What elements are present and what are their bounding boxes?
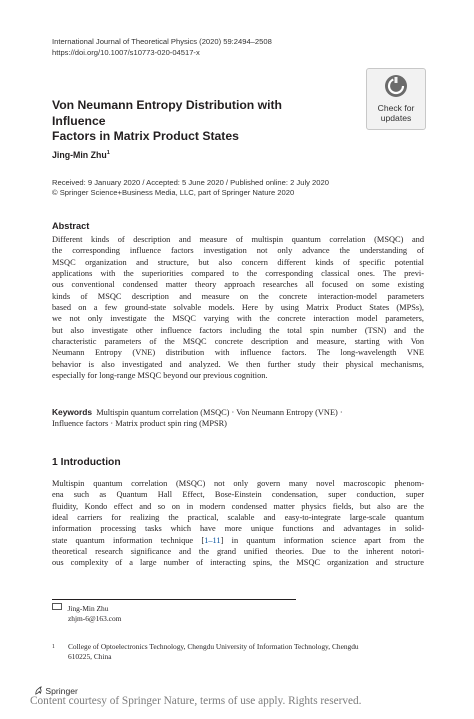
affiliation-line-1: College of Optoelectronics Technology, Chengdu University of Information Technology, Chengdu	[68, 642, 359, 651]
abstract-line: especially for long-range MSQC beyond our previous cognition.	[52, 371, 268, 381]
copyright: © Springer Science+Business Media, LLC, part of Springer Nature 2020	[52, 188, 295, 198]
citation-link[interactable]: 1–11	[204, 535, 221, 545]
doi-link[interactable]: https://doi.org/10.1007/s10773-020-04517-x	[52, 48, 200, 57]
intro-line-with-citation	[52, 535, 424, 546]
abstract-line: we not only investigate the MSQC varying with the concrete interaction model parameters,	[52, 314, 424, 324]
title-line-2: Factors in Matrix Product States	[52, 129, 239, 143]
intro-line: Multispin quantum correlation (MSQC) not only govern many novel macroscopic phenom-	[52, 479, 424, 488]
keywords-line-2: Influence factors · Matrix product spin ring (MPSR)	[52, 419, 227, 429]
journal-citation: International Journal of Theoretical Physics (2020) 59:2494–2508	[52, 37, 272, 46]
abstract-line: the corresponding influence factors investigation not only advance the understanding of	[52, 246, 424, 256]
publication-history	[52, 178, 329, 199]
abstract-line: Different kinds of description and measure of multispin quantum correlation (MSQC) and	[52, 235, 424, 244]
introduction-body	[52, 478, 424, 569]
affiliation-number: 1	[52, 644, 55, 650]
badge-line-2: updates	[380, 113, 412, 123]
springer-horse-icon	[34, 686, 43, 695]
abstract-line: ous conventional condensed matter theory approach researches all focused on some existing	[52, 280, 424, 290]
abstract-line: MSQC organization and structure, but also concern different kinds of specific potential	[52, 257, 424, 267]
contact-name: Jing-Min Zhu	[67, 604, 109, 613]
abstract-line: kinds of MSQC description and measure on the concrete interaction-model parameters	[52, 291, 424, 301]
springer-name: Springer	[45, 686, 78, 696]
envelope-icon	[52, 603, 62, 610]
keywords-label: Keywords	[52, 407, 93, 417]
keywords	[52, 407, 424, 430]
affiliation-line-2: 610225, China	[68, 652, 112, 661]
abstract-heading: Abstract	[52, 221, 90, 231]
check-for-updates-badge[interactable]	[366, 68, 426, 130]
intro-text: state quantum information technique [	[52, 535, 205, 545]
intro-line: ena such as Quantum Hall Effect, Bose-Einstein condensation, super conduction, super	[52, 490, 424, 500]
intro-line: ous complexity of a large number of interacting spins, the MSQC organization and structure	[52, 558, 424, 568]
intro-line: ideal carriers for realizing the practical, scalable and easy-to-integrate large-scale quantum	[52, 513, 424, 523]
abstract-line: Neumann Entropy (VNE) distribution with influence factors. The long-wavelength VNE	[52, 348, 424, 358]
abstract-line: behavior is also investigated and analyzed. We then further study their physical mechanisms,	[52, 359, 424, 369]
author-name: Jing-Min Zhu	[52, 150, 107, 160]
author	[52, 150, 110, 160]
badge-line-1: Check for	[377, 103, 415, 113]
abstract-line: characteristic parameters of the MSQC concrete description and measure, starting with Von	[52, 337, 424, 347]
abstract-line: but also investigate other influence factors including the total spin number (TSN) and the	[52, 325, 424, 335]
history-dates: Received: 9 January 2020 / Accepted: 5 June 2020 / Published online: 2 July 2020	[52, 178, 329, 187]
abstract-line: applications with the superiorities compared to the corresponding classical ones. The previ-	[52, 269, 424, 279]
keywords-line-1: Multispin quantum correlation (MSQC) · Von Neumann Entropy (VNE) ·	[96, 408, 343, 417]
footnote-divider	[52, 599, 296, 600]
introduction-heading: 1 Introduction	[52, 457, 121, 468]
contact-email[interactable]: zhjm-6@163.com	[68, 614, 122, 623]
paper-title	[52, 98, 322, 145]
contact-block	[52, 604, 121, 624]
intro-text: ] in quantum information science apart from the	[220, 535, 424, 545]
intro-line: fluidity, Kondo effect and so on in modern condensed matter physics fields, but also are the	[52, 501, 424, 511]
abstract-line: based on a few ground-state solvable models. Here by using Matrix Product States (MPSs),	[52, 303, 424, 313]
intro-line: theoretical research significance and the grand unified theories. Due to the inherent notori-	[52, 547, 424, 557]
title-line-1: Von Neumann Entropy Distribution with Influence	[52, 98, 282, 128]
author-affiliation-mark: 1	[106, 150, 110, 157]
update-icon	[384, 74, 408, 98]
abstract-body	[52, 234, 424, 381]
footer-notice: Content courtesy of Springer Nature, terms of use apply. Rights reserved.	[30, 695, 362, 707]
affiliation-block	[52, 642, 424, 662]
intro-line: information processing tasks which have more unique functions and advantages in solid-	[52, 524, 424, 534]
